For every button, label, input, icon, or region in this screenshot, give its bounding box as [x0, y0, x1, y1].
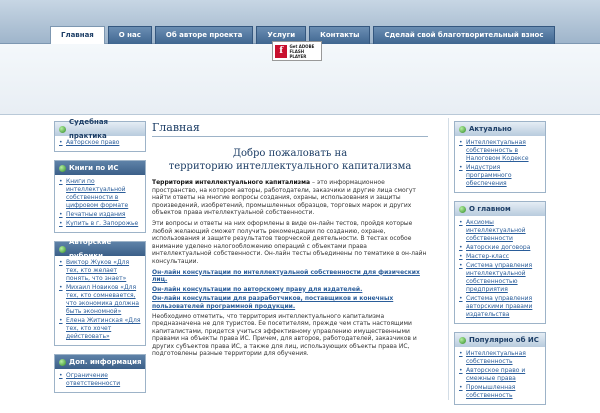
nav-about[interactable]: О нас — [108, 26, 152, 44]
sidebar-link[interactable]: • Интеллектуальная собственность в Налоговом Кодексе — [459, 139, 529, 162]
bullet-icon: • — [59, 284, 63, 291]
bullet-icon: • — [59, 317, 63, 324]
top-bar — [0, 0, 600, 44]
sidebar-link[interactable]: • Индустрия программного обеспечения — [459, 164, 512, 187]
bullet-icon: • — [459, 139, 463, 146]
sidebar-link[interactable]: • Интеллектуальная собственность — [459, 350, 526, 365]
sidebar-link[interactable]: • Елена Житинская «Для тех, кто хочет действовать» — [59, 317, 141, 340]
nav-author[interactable]: Об авторе проекта — [155, 26, 253, 44]
box-main-topics — [454, 201, 546, 324]
box-title: Авторские рубрики — [69, 238, 112, 260]
box-title: Популярно об ИС — [469, 336, 539, 344]
bullet-icon: • — [59, 220, 63, 227]
nav-home[interactable]: Главная — [50, 26, 105, 44]
box-court-practice — [54, 118, 146, 152]
bullet-icon: • — [459, 164, 463, 171]
sidebar-link[interactable]: • Книги по интеллектуальной собственности в цифровом формате — [59, 178, 129, 209]
nav-donate[interactable]: Сделай свой благотворительный взнос — [373, 26, 554, 44]
bullet-icon: • — [59, 139, 63, 146]
territory-paragraph: Необходимо отметить, что территория интеллектуального капитализма предназначена не для туристов. Ее посетителям, прежде чем стать настоящими капиталистами, придется учиться эффективному управлению имущественными правами на объекты права ИС. Причем, для авторов, работодателей, заказчиков и других субъектов права ИС, а также для лиц, использующих объекты права ИС, подготовлены разные территории для обучения. — [152, 312, 417, 358]
main-content — [152, 121, 428, 361]
sidebar-link[interactable]: • Аксиомы интеллектуальной собственности — [459, 219, 526, 242]
flash-subtitle: FLASH PLAYER — [289, 48, 307, 59]
sidebar-link[interactable]: • Михаил Новиков «Для тех, кто сомневается, что экономика должна быть экономной» — [59, 284, 140, 315]
sidebar-link[interactable]: • Виктор Жуков «Для тех, кто желает понять, что знает» — [59, 259, 130, 282]
sidebar-link[interactable]: • Мастер-класс — [459, 253, 510, 260]
box-books — [54, 160, 146, 233]
box-title: Доп. информация — [69, 358, 142, 366]
box-popular — [454, 332, 546, 405]
sidebar-link[interactable]: • Система управления авторскими правами издательства — [459, 295, 533, 318]
bullet-icon: • — [459, 295, 463, 302]
sidebar-link[interactable]: • Авторские договора — [459, 244, 531, 251]
bullet-icon: • — [59, 259, 63, 266]
sidebar-link[interactable]: • Купить в г. Запорожье — [59, 220, 139, 227]
green-bullet-icon — [459, 126, 466, 133]
column-divider — [448, 118, 449, 400]
sidebar-link[interactable]: • Ограничение ответственности — [59, 372, 121, 387]
sidebar-link[interactable]: • Промышленная собственность — [459, 384, 516, 399]
sidebar-link[interactable]: • Авторское право и смежные права — [459, 367, 526, 382]
green-bullet-icon — [59, 126, 66, 133]
bullet-icon: • — [59, 178, 63, 185]
bullet-icon: • — [59, 211, 63, 218]
sidebar-link[interactable]: • Авторское право — [59, 139, 120, 146]
flash-player-badge[interactable] — [272, 41, 322, 61]
consult-link-publishers[interactable]: Он-лайн консультации по авторскому праву для издателей. — [152, 285, 363, 293]
bullet-icon: • — [59, 372, 63, 379]
green-bullet-icon — [59, 246, 66, 253]
bullet-icon: • — [459, 367, 463, 374]
left-sidebar — [54, 118, 146, 401]
sidebar-link[interactable]: • Печатные издания — [59, 211, 126, 218]
green-bullet-icon — [59, 165, 66, 172]
green-bullet-icon — [459, 206, 466, 213]
page-title: Главная — [152, 121, 428, 137]
nav-services[interactable]: Услуги — [256, 26, 306, 44]
right-sidebar — [454, 121, 546, 413]
box-title: Судебная практика — [69, 118, 109, 140]
green-bullet-icon — [59, 359, 66, 366]
bullet-icon: • — [459, 244, 463, 251]
bullet-icon: • — [459, 350, 463, 357]
green-bullet-icon — [459, 337, 466, 344]
bullet-icon: • — [459, 219, 463, 226]
bullet-icon: • — [459, 253, 463, 260]
box-additional-info — [54, 354, 146, 393]
flash-title: Get ADOBE — [289, 43, 315, 49]
intro-paragraph: Территория интеллектуального капитализма – это информационное пространство, на котором авторы, работодатели, заказчики и другие лица смогут найти ответы на многие вопросы создания, охраны, использования и защиты произведений, изобретений, промышленных образцов, торговых марок и других объектов права интеллектуальной собственности. — [152, 179, 416, 217]
tests-paragraph: Эти вопросы и ответы на них оформлены в виде он-лайн тестов, пройдя которые любой желающий сможет получить рекомендации по созданию, охране, использования и защите результатов творческой деятельности. В тестах особое внимание уделено налогообложению операций с объектами права интеллектуальной собственности. Он-лайн тесты объединены по тематике в он-лайн консультации. — [152, 219, 427, 265]
welcome-heading: Добро пожаловать на территорию интеллектуального капитализма — [168, 148, 412, 172]
box-title: О главном — [469, 205, 511, 213]
box-actual — [454, 121, 546, 193]
consult-link-developers[interactable]: Он-лайн консультации для разработчиков, поставщиков и конечных пользователей программной продукции. — [152, 295, 394, 310]
box-title: Актуально — [469, 125, 512, 133]
box-title: Книги по ИС — [69, 164, 119, 172]
sidebar-link[interactable]: • Система управления интеллектуальной собственностью предприятия — [459, 262, 533, 293]
bullet-icon: • — [459, 262, 463, 269]
consult-link-individuals[interactable]: Он-лайн консультации по интеллектуальной собственности для физических лиц. — [152, 268, 420, 284]
bullet-icon: • — [459, 384, 463, 391]
header-banner — [0, 44, 600, 115]
flash-logo-icon: f — [275, 45, 287, 58]
nav-contacts[interactable]: Контакты — [309, 26, 370, 44]
box-author-columns — [54, 238, 146, 346]
